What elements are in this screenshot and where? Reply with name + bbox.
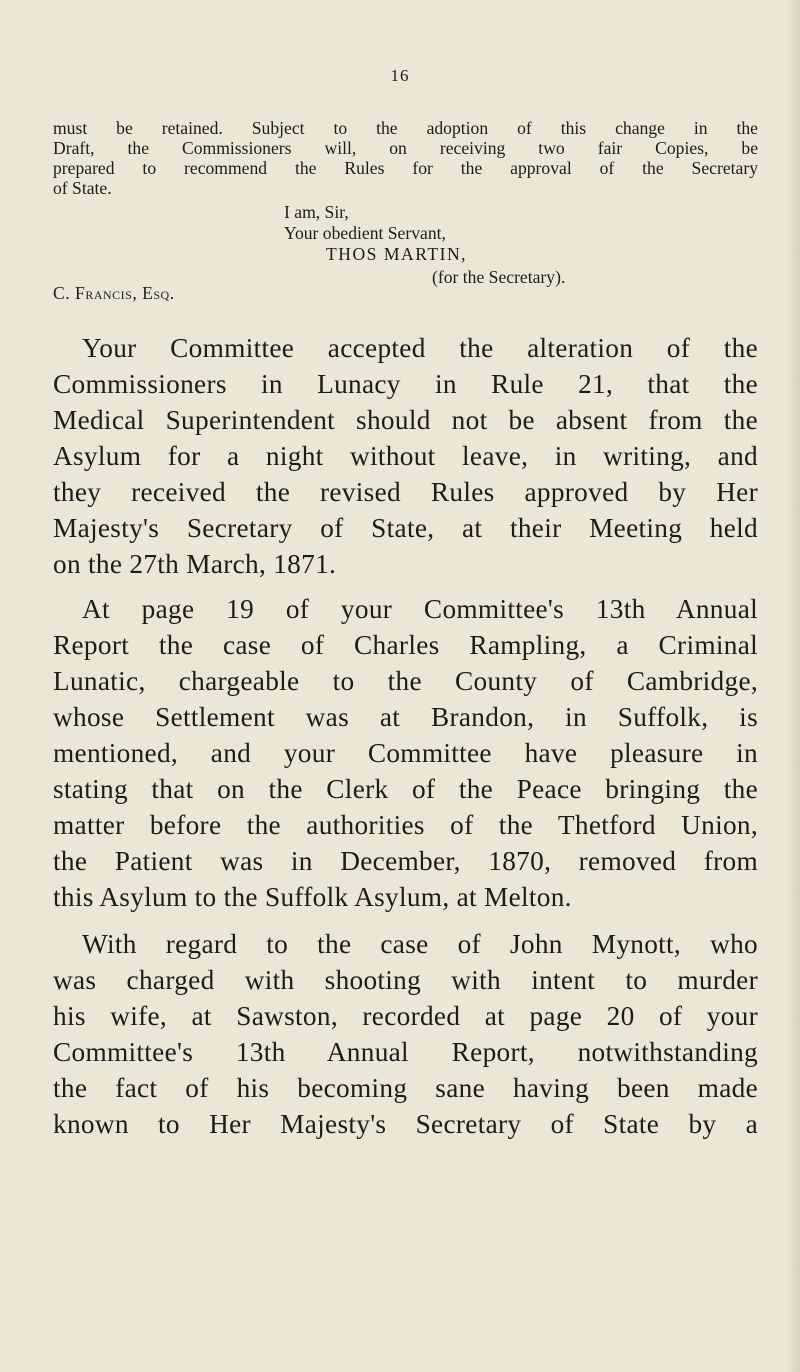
signature-note: (for the Secretary). — [432, 267, 566, 287]
text-line: of State. — [53, 178, 112, 198]
body-paragraph-2 — [53, 591, 758, 915]
page-edge-shadow — [786, 0, 800, 1372]
text-line: Draft, the Commissioners will, on receiving two fair Copies, be — [53, 138, 758, 158]
text-line: matter before the authorities of the Thetford Union, — [53, 810, 758, 840]
text-line: stating that on the Clerk of the Peace bringing the — [53, 774, 758, 804]
closing-salutation-2: Your obedient Servant, — [284, 223, 446, 243]
text-line: this Asylum to the Suffolk Asylum, at Melton. — [53, 882, 572, 912]
text-line: the Patient was in December, 1870, removed from — [53, 846, 758, 876]
letter-closing-paragraph — [53, 118, 758, 198]
text-line: Your Committee accepted the alteration of the — [82, 333, 758, 363]
text-line: known to Her Majesty's Secretary of State by a — [53, 1109, 758, 1139]
text-line: prepared to recommend the Rules for the approval of the Secretary — [53, 158, 758, 178]
text-line: on the 27th March, 1871. — [53, 549, 337, 579]
page-number: 16 — [390, 66, 410, 85]
text-line: Report the case of Charles Rampling, a Criminal — [53, 630, 758, 660]
text-line: his wife, at Sawston, recorded at page 20 of your — [53, 1001, 758, 1031]
text-line: mentioned, and your Committee have pleasure in — [53, 738, 758, 768]
text-line: Majesty's Secretary of State, at their Meeting held — [53, 513, 758, 543]
text-line: they received the revised Rules approved by Her — [53, 477, 758, 507]
text-line: whose Settlement was at Brandon, in Suffolk, is — [53, 702, 758, 732]
addressee: C. Francis, Esq. — [53, 283, 175, 303]
text-line: Medical Superintendent should not be absent from the — [53, 405, 758, 435]
text-line: With regard to the case of John Mynott, who — [82, 929, 758, 959]
text-line: was charged with shooting with intent to murder — [53, 965, 758, 995]
text-line: must be retained. Subject to the adoption of this change in the — [53, 118, 758, 138]
body-paragraph-1 — [53, 330, 758, 582]
text-line: the fact of his becoming sane having been made — [53, 1073, 758, 1103]
signature: THOS MARTIN, — [326, 244, 468, 264]
text-line: Commissioners in Lunacy in Rule 21, that the — [53, 369, 758, 399]
closing-salutation: I am, Sir, — [284, 202, 349, 222]
text-line: Lunatic, chargeable to the County of Cambridge, — [53, 666, 758, 696]
body-paragraph-3 — [53, 926, 758, 1142]
text-line: At page 19 of your Committee's 13th Annual — [82, 594, 758, 624]
text-line: Asylum for a night without leave, in writing, and — [53, 441, 758, 471]
text-line: Committee's 13th Annual Report, notwithstanding — [53, 1037, 758, 1067]
